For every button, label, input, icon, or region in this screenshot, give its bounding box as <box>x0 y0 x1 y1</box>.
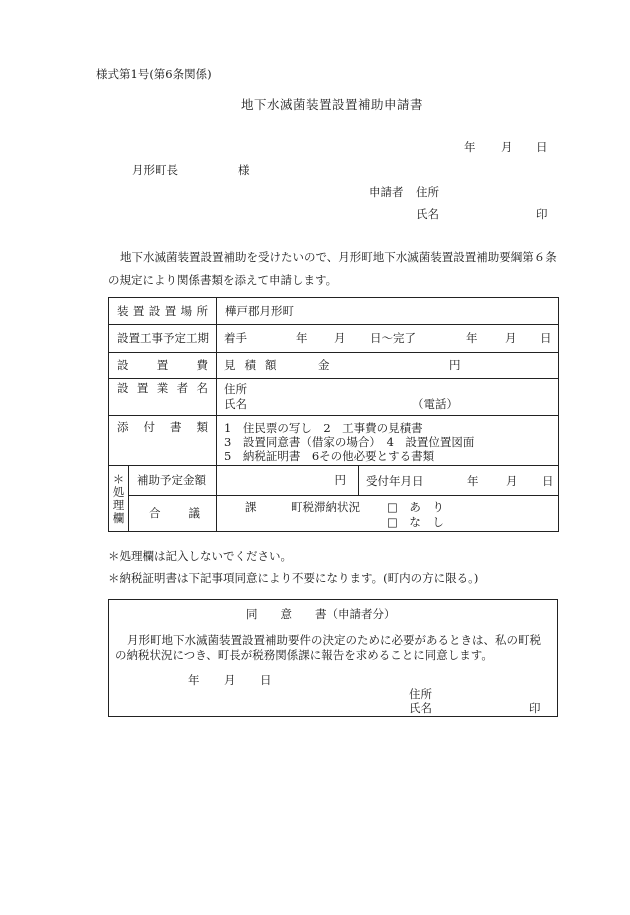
processing-char-2: 理 <box>112 497 125 512</box>
cost-label: 設置費 <box>117 358 208 372</box>
schedule-row <box>109 325 559 353</box>
schedule-label: 設置工事予定工期 <box>117 331 209 345</box>
installer-value-cell[interactable] <box>217 379 559 416</box>
attachments-label: 添付書類 <box>117 420 208 434</box>
cost-label-cell <box>109 353 217 379</box>
applicant-label: 申請者 <box>369 185 404 199</box>
location-label-cell <box>109 298 217 325</box>
installer-label-cell <box>109 379 217 416</box>
schedule-value-cell[interactable] <box>217 325 559 353</box>
consultation-row <box>109 496 559 532</box>
schedule-day-to: 日～完了 <box>370 331 416 345</box>
date-day-label: 日 <box>536 140 548 154</box>
application-table <box>108 297 559 532</box>
installer-row <box>109 379 559 416</box>
attachments-label-cell <box>109 416 217 466</box>
location-label: 装置設置場所 <box>117 303 208 318</box>
location-value[interactable]: 樺戸郡月形町 <box>217 298 559 325</box>
consent-name-label: 氏名 <box>409 701 432 715</box>
consult-label-cell <box>129 496 217 532</box>
installer-phone-label: （電話） <box>412 397 458 411</box>
consent-text-line2: の納税状況につき、町長が税務関係課に報告を求めることに同意します。 <box>115 648 493 662</box>
installer-address-label: 住所 <box>224 382 247 396</box>
subsidy-row <box>109 466 559 496</box>
cost-yen: 円 <box>449 358 461 372</box>
tax-status-yes-checkbox[interactable]: □ あ り <box>387 500 444 514</box>
consent-text-line1: 月形町地下水滅菌装置設置補助要件の決定のために必要があるときは、私の町税 <box>127 633 541 647</box>
schedule-month: 月 <box>334 331 346 345</box>
processing-char-3: 欄 <box>112 510 125 525</box>
schedule-start: 着手 <box>224 331 247 345</box>
addressee-honorific: 様 <box>238 163 250 177</box>
schedule-year: 年 <box>296 331 308 345</box>
form-number: 様式第1号(第6条関係) <box>96 67 212 81</box>
consent-seal: 印 <box>529 701 541 715</box>
received-date-cell[interactable] <box>359 466 559 496</box>
body-text-line2: の規定により関係書類を添えて申請します。 <box>108 273 338 287</box>
schedule-month2: 月 <box>505 331 517 345</box>
consent-year: 年 <box>188 673 200 687</box>
received-year: 年 <box>467 474 479 488</box>
processing-char-1: 処 <box>112 484 125 499</box>
processing-column-label <box>109 466 129 532</box>
page-title: 地下水滅菌装置設置補助申請書 <box>241 97 424 112</box>
subsidy-label: 補助予定金額 <box>129 466 217 496</box>
location-row <box>109 298 559 325</box>
consent-month: 月 <box>224 673 236 687</box>
received-day: 日 <box>542 474 554 488</box>
consult-value-cell[interactable] <box>217 496 559 532</box>
attachment-line-1: 1 住民票の写し 2 工事費の見積書 <box>224 421 423 435</box>
cost-value-cell[interactable] <box>217 353 559 379</box>
attachments-row <box>109 416 559 466</box>
consent-box <box>108 599 558 717</box>
installer-name-label: 氏名 <box>224 397 247 411</box>
schedule-year2: 年 <box>466 331 478 345</box>
consent-day: 日 <box>260 673 272 687</box>
consult-label: 合議 <box>149 506 200 520</box>
tax-status-label: 町税滞納状況 <box>291 500 360 514</box>
schedule-label-cell <box>109 325 217 353</box>
section-label: 課 <box>245 500 257 514</box>
attachment-line-2: 3 設置同意書（借家の場合） 4 設置位置図面 <box>224 435 475 449</box>
body-text-line1: 地下水滅菌装置設置補助を受けたいので、月形町地下水滅菌装置設置補助要綱第６条 <box>120 250 557 264</box>
subsidy-yen[interactable]: 円 <box>217 466 359 496</box>
note-processing: ＊処理欄は記入しないでください。 <box>108 549 292 563</box>
processing-mark: ＊ <box>112 471 125 486</box>
addressee-name: 月形町長 <box>132 163 178 177</box>
installer-label: 設置業者名 <box>117 381 208 395</box>
applicant-name-label: 氏名 <box>416 207 439 221</box>
consent-address-label: 住所 <box>409 687 432 701</box>
attachments-value-cell <box>217 416 559 466</box>
cost-estimate: 見積額 <box>224 358 286 372</box>
note-tax-certificate: ＊納税証明書は下記事項同意により不要になります。(町内の方に限る。) <box>108 571 479 585</box>
consent-title: 同 意 書（申請者分） <box>246 607 396 621</box>
cost-row <box>109 353 559 379</box>
tax-status-no-checkbox[interactable]: □ な し <box>387 515 444 529</box>
applicant-address-label: 住所 <box>416 185 439 199</box>
received-month: 月 <box>506 474 518 488</box>
cost-money: 金 <box>318 358 330 372</box>
date-month-label: 月 <box>501 140 513 154</box>
applicant-seal: 印 <box>536 207 548 221</box>
received-label: 受付年月日 <box>366 474 424 488</box>
date-year-label: 年 <box>464 140 476 154</box>
attachment-line-3: 5 納税証明書 6その他必要とする書類 <box>224 449 435 463</box>
schedule-day2: 日 <box>540 331 552 345</box>
